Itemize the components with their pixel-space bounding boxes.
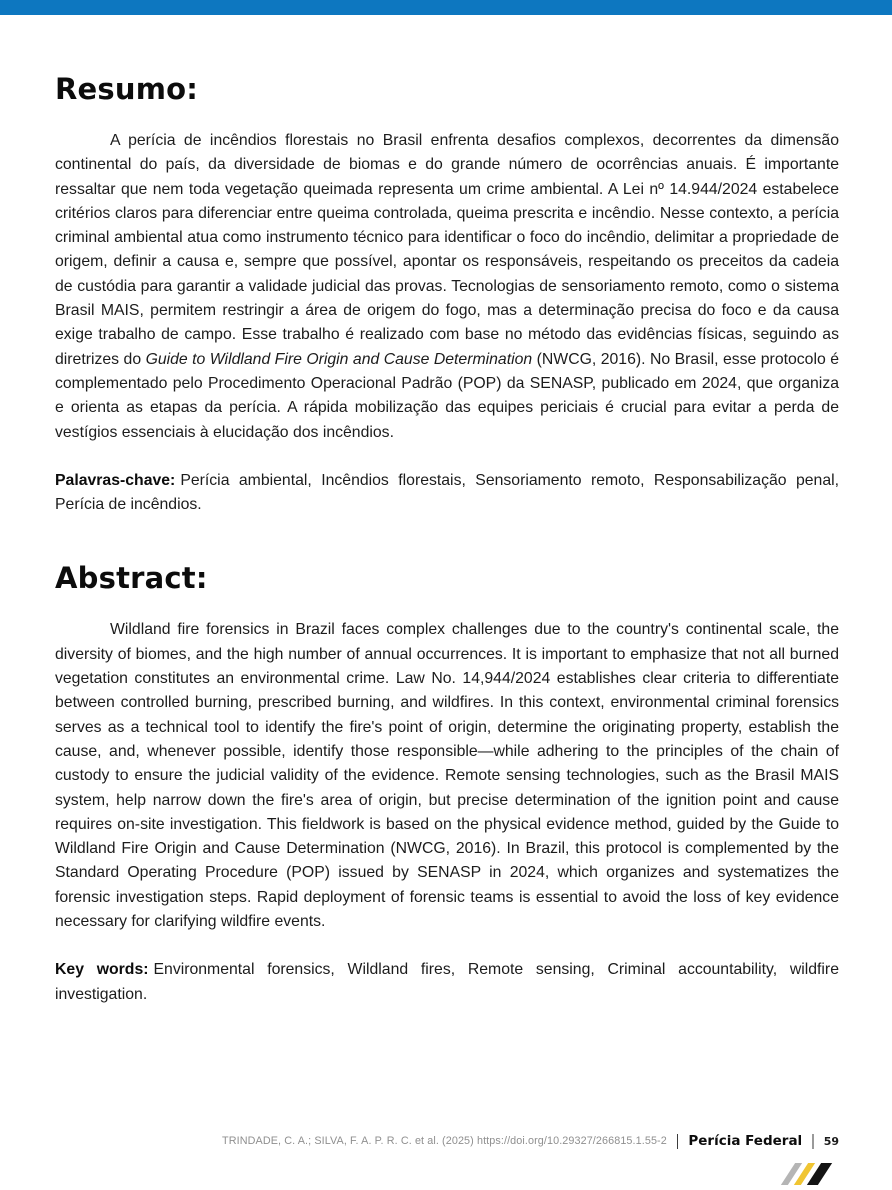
abstract-heading: Abstract: xyxy=(55,561,208,596)
resumo-heading: Resumo: xyxy=(55,72,199,106)
palavras-chave-label: Palavras-chave: xyxy=(55,471,176,489)
journal-name: Perícia Federal xyxy=(688,1133,803,1149)
resumo-paragraph xyxy=(55,129,839,445)
pericia-federal-stripes-logo xyxy=(788,1163,840,1185)
key-words-paragraph xyxy=(55,958,839,1007)
page-content xyxy=(55,15,839,1007)
abstract-paragraph: Wildland fire forensics in Brazil faces complex challenges due to the country's continental scale, the diversity of biomes, and the high number of annual occurrences. It is important to emphasize that not all burned vegetation constitutes an environmental crime. Law No. 14,944/2024 establishes clear criteria to differentiate between controlled burning, prescribed burning, and wildfires. In this context, environmental criminal forensics serves as a technical tool to identify the fire's point of origin, determine the originating property, establish the cause, and, whenever possible, identify those responsible—while adhering to the principles of the chain of custody to ensure the judicial validity of the evidence. Remote sensing technologies, such as the Brasil MAIS system, help narrow down the fire's area of origin, but precise determination of the ignition point and cause requires on-site investigation. This fieldwork is based on the physical evidence method, guided by the Guide to Wildland Fire Origin and Cause Determination (NWCG, 2016). In Brazil, this protocol is complemented by the Standard Operating Procedure (POP) issued by SENASP in 2024, which organizes and systematizes the forensic investigation steps. Rapid deployment of forensic teams is essential to avoid the loss of key evidence necessary for clarifying wildfire events. xyxy=(55,621,839,931)
key-words-list: Environmental forensics, Wildland fires, Remote sensing, Criminal accountability, wildfire investigation. xyxy=(55,961,839,1003)
key-words-label: Key words: xyxy=(55,961,149,979)
footer-divider xyxy=(677,1134,679,1149)
citation-doi-text: TRINDADE, C. A.; SILVA, F. A. P. R. C. et al. (2025) https://doi.org/10.29327/266815.1.55-2 xyxy=(222,1135,667,1147)
palavras-chave-list: Perícia ambiental, Incêndios florestais, Sensoriamento remoto, Responsabilização penal, Perícia de incêndios. xyxy=(55,471,839,514)
page-footer xyxy=(222,1133,839,1149)
footer-divider xyxy=(812,1134,814,1149)
resumo-text-after-italic: (NWCG, 2016). No Brasil, esse protocolo é complementado pelo Procedimento Operacional Padrão (POP) da SENASP, publicado em 2024, que organiza e orienta as etapas da perícia. A rápida mobilização das equipes periciais é crucial para evitar a perda de vestígios essenciais à elucidação dos incêndios. xyxy=(55,350,839,441)
resumo-text-before-italic: A perícia de incêndios florestais no Brasil enfrenta desafios complexos, decorrentes da dimensão continental do país, da diversidade de biomas e do grande número de ocorrências anuais. É importante ressaltar que nem toda vegetação queimada representa um crime ambiental. A Lei nº 14.944/2024 estabelece critérios claros para diferenciar entre queima controlada, queima prescrita e incêndio. Nesse contexto, a perícia criminal ambiental atua como instrumento técnico para identificar o foco do incêndio, delimitar a propriedade de origem, definir a causa e, sempre que possível, apontar os responsáveis, respeitando os preceitos da cadeia de custódia para garantir a validade judicial das provas. Tecnologias de sensoriamento remoto, como o sistema Brasil MAIS, permitem restringir a área de origem do fogo, mas a determinação precisa do foco e da causa exige trabalho de campo. Esse trabalho é realizado com base no método das evidências físicas, seguindo as diretrizes do xyxy=(55,132,839,368)
page-number: 59 xyxy=(823,1134,839,1148)
palavras-chave-paragraph xyxy=(55,469,839,518)
top-accent-bar xyxy=(0,0,892,15)
resumo-italic-reference: Guide to Wildland Fire Origin and Cause Determination xyxy=(145,350,533,368)
